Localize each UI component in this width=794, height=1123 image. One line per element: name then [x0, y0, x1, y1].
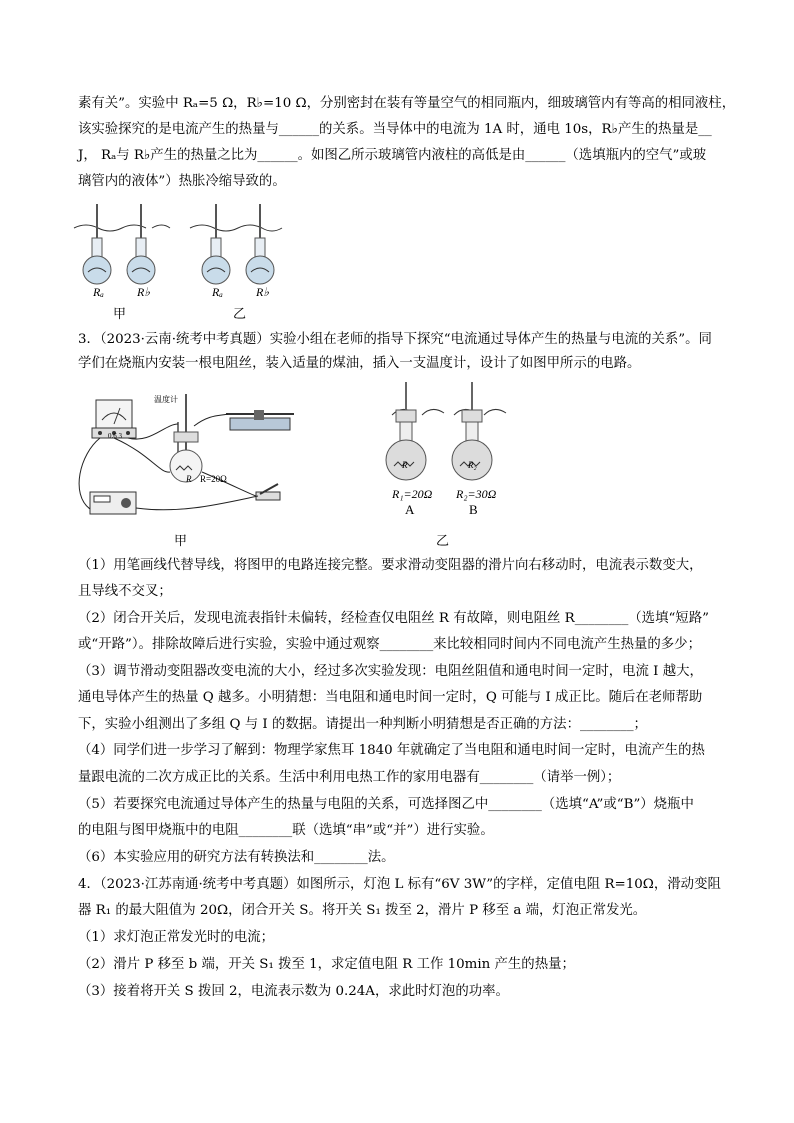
- wire: [74, 225, 170, 231]
- power-supply: [90, 492, 136, 514]
- flask-a-name: A: [405, 502, 415, 517]
- flask-b-name: B: [469, 502, 478, 517]
- flask-ra-jia: [83, 204, 111, 284]
- sub-question: 且导线不交叉；: [78, 584, 172, 599]
- sub-question: （3）接着将开关 S 拨回 2，电流表示数为 0.24A，求此时灯泡的功率。: [78, 984, 509, 999]
- flask-r20: [170, 394, 202, 482]
- sub-question: （1）用笔画线代替导线，将图甲的电路连接完整。要求滑动变阻器的滑片向右移动时，电流表示数变大，: [78, 558, 703, 573]
- flask-label: Rₐ: [93, 285, 104, 299]
- rheostat: [226, 410, 294, 430]
- switch: [256, 484, 280, 500]
- flask-b-value: R₂=30Ω: [456, 487, 497, 501]
- flask-ra-yi: [202, 204, 230, 284]
- flask-b-r: R₂: [468, 460, 477, 470]
- question-4-stem: 4．（2023·江苏南通·统考中考真题）如图所示，灯泡 L 标有“6V 3W”的字样，定值电阻 R=10Ω，滑动变阻: [78, 877, 721, 892]
- flask-rb-jia: [127, 204, 155, 284]
- figure-caption: 乙: [233, 306, 247, 321]
- thermometer-label: 温度计: [154, 395, 178, 404]
- sub-question: （6）本实验应用的研究方法有转换法和________法。: [78, 850, 395, 865]
- text-line: J， Rₐ与 R♭产生的热量之比为______。如图乙所示玻璃管内液柱的高低是由______（选填瓶内的空气”或玻: [78, 148, 707, 163]
- text-line: 该实验探究的是电流产生的热量与______的关系。当导体中的电流为 1A 时，通电 10s，R♭产生的热量是__: [78, 122, 712, 137]
- flask-resistance-label: R=20Ω: [200, 474, 227, 484]
- sub-question: （2）闭合开关后，发现电流表指针未偏转，经检查仅电阻丝 R 有故障，则电阻丝 R________（选填“短路”: [78, 611, 709, 626]
- text-line: 璃管内的液体”）热胀冷缩导致的。: [78, 174, 286, 189]
- sub-question: 量跟电流的二次方成正比的关系。生活中利用电热工作的家用电器有________（请举一例）；: [78, 770, 621, 785]
- flask-label: R♭: [137, 285, 150, 299]
- flask-a-value: R₁=20Ω: [392, 487, 433, 501]
- sub-question: （4）同学们进一步学习了解到：物理学家焦耳 1840 年就确定了当电阻和通电时间一定时，电流产生的热: [78, 743, 705, 758]
- sub-question: 下，实验小组测出了多组 Q 与 I 的数据。请提出一种判断小明猜想是否正确的方法：________；: [78, 717, 647, 732]
- flask-rb-yi: [246, 204, 274, 284]
- wire: [136, 496, 258, 510]
- question-3-stem: 3．（2023·云南·统考中考真题）实验小组在老师的指导下探究“电流通过导体产生的热量与电流的关系”。同: [78, 332, 712, 347]
- figure-caption: 乙: [436, 533, 450, 548]
- text-line: 素有关”。实验中 Rₐ=5 Ω，R♭=10 Ω，分别密封在装有等量空气的相同瓶内，细玻璃管内有等高的相同液柱，: [78, 96, 736, 111]
- sub-question: 的电阻与图甲烧瓶中的电阻________联（选填“串”或“并”）进行实验。: [78, 823, 494, 838]
- sub-question: （1）求灯泡正常发光时的电流；: [78, 930, 274, 945]
- sub-question: 或“开路”）。排除故障后进行实验，实验中通过观察________来比较相同时间内不同电流产生热量的多少；: [78, 637, 701, 652]
- question-3-stem: 学们在烧瓶内安装一根电阻丝，装入适量的煤油，插入一支温度计，设计了如图甲所示的电路。: [78, 356, 641, 371]
- figure-circuit-jia: [70, 384, 310, 524]
- figure-caption: 甲: [174, 533, 188, 548]
- ammeter-scale: 0.6 3: [108, 432, 122, 440]
- wire: [190, 225, 282, 231]
- sub-question: （5）若要探究电流通过导体产生的热量与电阻的关系，可选择图乙中________（选填“A”或“B”）烧瓶中: [78, 797, 694, 812]
- question-4-stem: 器 R₁ 的最大阻值为 20Ω，闭合开关 S。将开关 S₁ 拨至 2，滑片 P 移至 a 端，灯泡正常发光。: [78, 903, 647, 918]
- figure-flasks-ab: [382, 380, 522, 490]
- wire: [114, 438, 170, 472]
- sub-question: 通电导体产生的热量 Q 越多。小明猜想：当电阻和通电时间一定时，Q 可能与 I 成正比。随后在老师帮助: [78, 690, 703, 705]
- wire: [194, 414, 228, 426]
- flask-label: R♭: [256, 285, 269, 299]
- flask-label: Rₐ: [212, 285, 223, 299]
- flask-r-label: R: [186, 474, 192, 484]
- sub-question: （2）滑片 P 移至 b 端，开关 S₁ 拨至 1，求定值电阻 R 工作 10min 产生的热量；: [78, 957, 575, 972]
- sub-question: （3）调节滑动变阻器改变电流的大小，经过多次实验发现：电阻丝阻值和通电时间一定时，电流 I 越大，: [78, 664, 703, 679]
- figure-caption: 甲: [113, 306, 127, 321]
- flask-a-r: R: [402, 460, 408, 470]
